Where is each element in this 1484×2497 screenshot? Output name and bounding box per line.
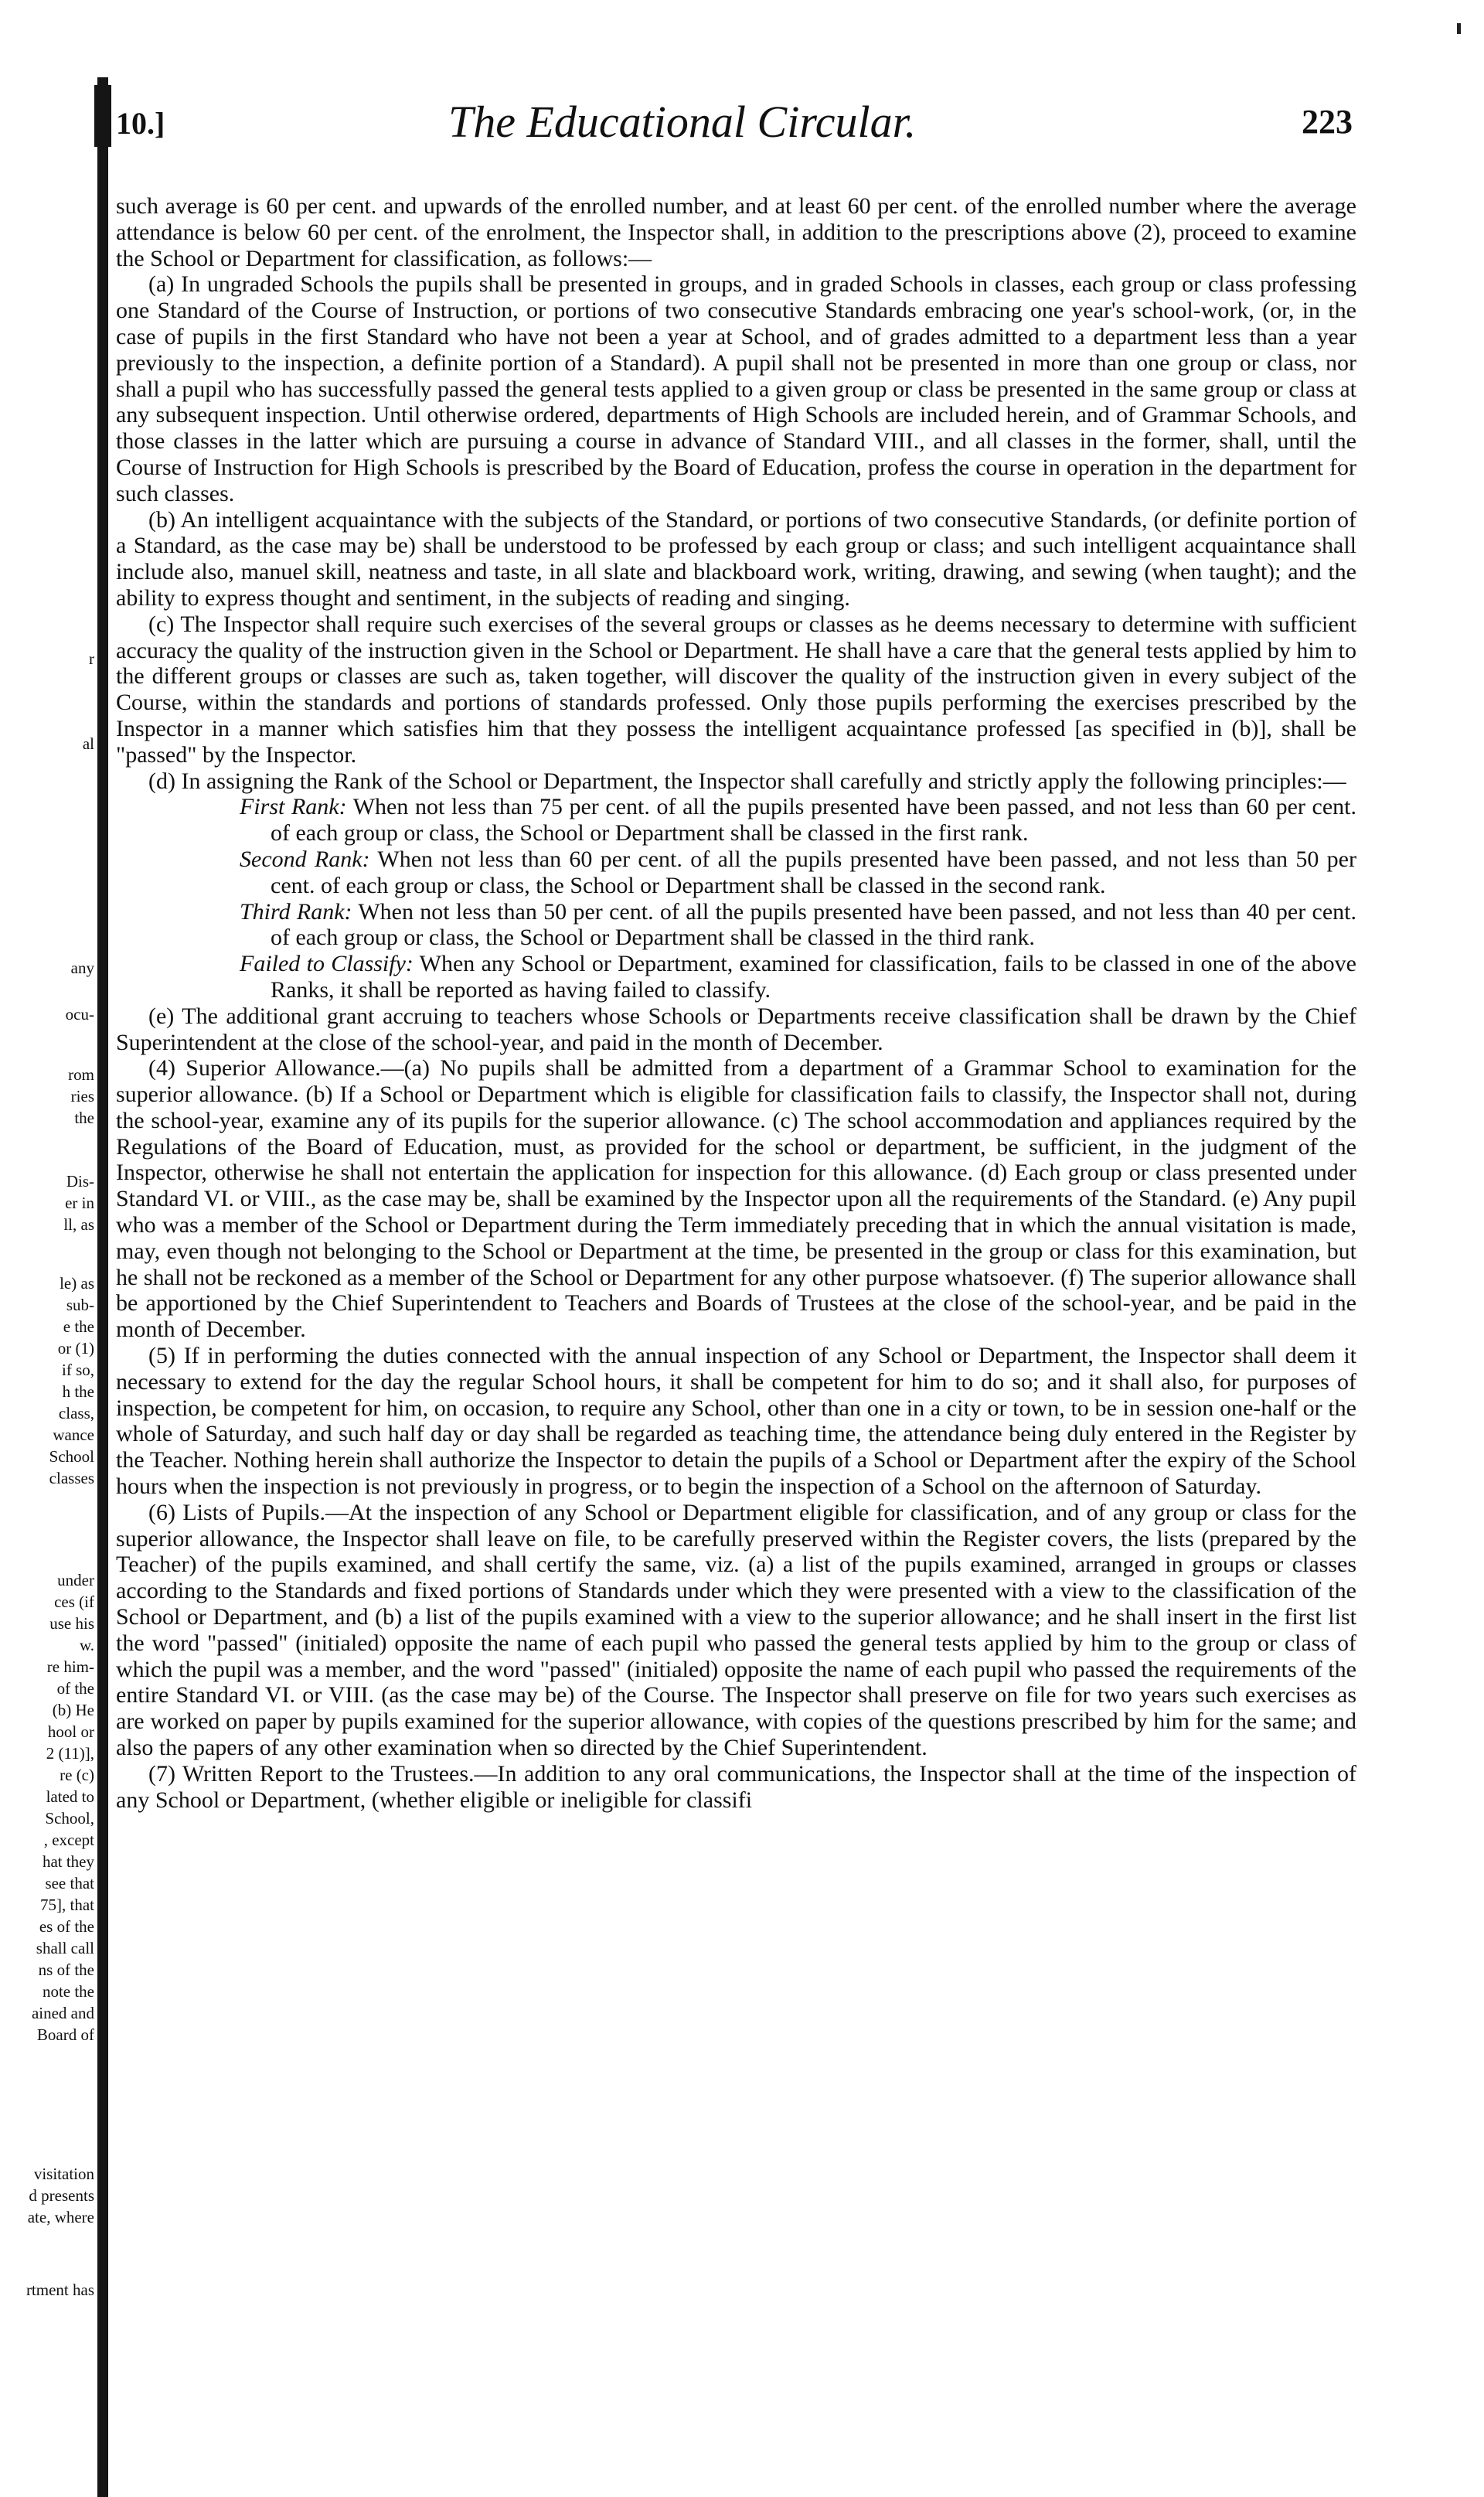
- facing-page-fragment: shall call: [36, 1939, 94, 1957]
- paragraph-a: (a) In ungraded Schools the pupils shall be presented in groups, and in graded Schools in classes, each group or class professing one Standard of the Course of Instruction, or portions of two consecutive Standards embracing one year's school-work, (or, in the case of pupils in the first Standard who have not been a year at School, and of grades admitted to a department less than a year previously to the inspection, a definite portion of a Standard). A pupil shall not be presented in more than one group or class, nor shall a pupil who has successfully passed the general tests applied to a given group or class be presented in the same group or class at any subsequent inspection. Until otherwise ordered, departments of High Schools are included herein, and of Grammar Schools, and those classes in the latter which are pursuing a course in advance of Standard VIII., and all classes in the former, shall, until the Course of Instruction for High Schools is prescribed by the Board of Education, profess the course in operation in the department for such classes.: [116, 271, 1356, 506]
- rank-second: [240, 847, 1356, 899]
- rank-text: When not less than 50 per cent. of all the pupils presented have been passed, and not less than 40 per cent. of each group or class, the School or Department shall be classed in the third rank.: [271, 898, 1356, 951]
- facing-page-fragment: Dis-: [66, 1172, 94, 1191]
- rank-text: When any School or Department, examined for classification, fails to be classed in one of the above Ranks, it shall be reported as having failed to classify.: [271, 951, 1356, 1003]
- rank-list: [162, 794, 1356, 1003]
- facing-page-fragment: the: [74, 1109, 94, 1127]
- facing-page-fragment: h the: [62, 1382, 94, 1401]
- facing-page-fragment: ate, where: [27, 2208, 94, 2226]
- facing-page-fragment: of the: [56, 1679, 94, 1698]
- facing-page-fragment: (b) He: [52, 1701, 94, 1719]
- rank-third: [240, 899, 1356, 952]
- facing-page-fragment: al: [82, 734, 94, 753]
- rank-label: Failed to Classify:: [240, 951, 414, 977]
- facing-page-fragment: note the: [42, 1982, 94, 2001]
- stray-ink-mark: [1457, 23, 1461, 34]
- paragraph-e: (e) The additional grant accruing to teachers whose Schools or Departments receive classification shall be drawn by the Chief Superintendent at the close of the school-year, and paid in the month of December.: [116, 1003, 1356, 1055]
- facing-page-fragment: class,: [58, 1404, 94, 1422]
- facing-page-fragment: see that: [45, 1874, 94, 1892]
- paragraph-d: (d) In assigning the Rank of the School or Department, the Inspector shall carefully and strictly apply the following principles:—: [148, 768, 1346, 794]
- journal-title: The Educational Circular.: [448, 97, 917, 147]
- facing-page-fragment: er in: [65, 1194, 94, 1212]
- rank-failed: [240, 951, 1356, 1003]
- rank-text: When not less than 75 per cent. of all the pupils presented have been passed, and not less than 60 per cent. of each group or class, the School or Department shall be classed in the first rank.: [271, 794, 1356, 847]
- facing-page-fragment: School: [49, 1447, 94, 1466]
- facing-page-fragment: hool or: [47, 1722, 94, 1741]
- facing-page-fragments: [0, 0, 108, 2497]
- facing-page-fragment: ns of the: [38, 1960, 94, 1979]
- facing-page-fragment: visitation: [33, 2165, 94, 2183]
- rank-text: When not less than 60 per cent. of all the pupils presented have been passed, and not less than 50 per cent. of each group or class, the School or Department shall be classed in the second rank.: [271, 846, 1356, 898]
- facing-page-fragment: e the: [63, 1317, 94, 1336]
- facing-page-fragment: any: [70, 959, 94, 977]
- facing-page-fragment: 2 (11)],: [46, 1744, 94, 1763]
- rank-first: [240, 794, 1356, 847]
- facing-page-fragment: School,: [45, 1809, 94, 1828]
- facing-page-fragment: hat they: [42, 1852, 94, 1871]
- rank-label: Second Rank:: [240, 846, 370, 872]
- facing-page-fragment: rom: [68, 1065, 94, 1084]
- facing-page-fragment: es of the: [39, 1917, 94, 1936]
- running-header: [116, 91, 1353, 145]
- facing-page-fragment: rtment has: [26, 2281, 94, 2299]
- facing-page-fragment: wance: [53, 1426, 94, 1444]
- book-binding-top: [94, 85, 111, 147]
- facing-page-fragment: Board of: [36, 2025, 94, 2044]
- issue-number: 10.]: [116, 106, 165, 141]
- facing-page-fragment: use his: [49, 1614, 94, 1633]
- rank-label: Third Rank:: [240, 898, 352, 925]
- facing-page-fragment: ries: [70, 1087, 94, 1105]
- facing-page-fragment: d presents: [29, 2186, 94, 2205]
- facing-page-fragment: r: [89, 649, 94, 668]
- facing-page-fragment: ll, as: [63, 1215, 94, 1234]
- facing-page-fragment: if so,: [62, 1361, 94, 1379]
- facing-page-fragment: re him-: [46, 1657, 94, 1676]
- paragraph-c: (c) The Inspector shall require such exercises of the several groups or classes as he deems necessary to determine with sufficient accuracy the quality of the instruction given in the School or Department. He shall have a care that the general tests applied by him to the different groups or classes are such as, taken together, will discover the quality of the instruction given in every subject of the Course, within the standards and portions of standards professed. Only those pupils performing the exercises prescribed by the Inspector in a manner which satisfies him that they possess the intelligent acquaintance professed [as specified in (b)], shall be "passed" by the Inspector.: [116, 611, 1356, 768]
- paragraph-b: (b) An intelligent acquaintance with the subjects of the Standard, or portions of two consecutive Standards, (or definite portion of a Standard, as the case may be) shall be understood to be professed by each group or class; and such intelligent acquaintance shall include also, manuel skill, neatness and taste, in all slate and blackboard work, writing, drawing, and sewing (when taught); and the ability to express thought and sentiment, in the subjects of reading and singing.: [116, 506, 1356, 611]
- page-number: 223: [1302, 103, 1353, 141]
- facing-page-fragment: le) as: [60, 1274, 94, 1293]
- facing-page-fragment: or (1): [57, 1339, 94, 1358]
- facing-page-fragment: re (c): [60, 1766, 94, 1784]
- facing-page-fragment: , except: [43, 1831, 94, 1849]
- rank-label: First Rank:: [240, 794, 347, 820]
- paragraph-lists-of-pupils: (6) Lists of Pupils.—At the inspection of any School or Department eligible for classification, and of any group or class for the superior allowance, the Inspector shall leave on file, to be carefully preserved within the Register covers, the lists (prepared by the Teacher) of the pupils examined, and shall certify the same, viz. (a) a list of the pupils examined, arranged in groups or classes according to the Standards and fixed portions of Standards under which they were presented with a view to the classification of the School or Department, and (b) a list of the pupils examined with a view to the superior allowance; and he shall insert in the first list the word "passed" (initialed) opposite the name of each pupil who passed the general tests applied by him to the group or class of which the pupil was a member, and the word "passed" (initialed) opposite the name of each pupil who passed the requirements of the entire Standard VI. or VIII. (as the case may be) of the Course. The Inspector shall preserve on file for two years such exercises as are worked on paper by pupils examined for the superior allowance, with copies of the questions prescribed by him for the same; and also the papers of any other examination when so directed by the Chief Superintendent.: [116, 1499, 1356, 1761]
- facing-page-fragment: classes: [49, 1469, 94, 1487]
- facing-page-fragment: 75], that: [40, 1896, 94, 1914]
- page-body: [116, 193, 1356, 1813]
- paragraph-continuation: such average is 60 per cent. and upwards of the enrolled number, and at least 60 per cent. of the enrolled number where the average attendance is below 60 per cent. of the enrolment, the Inspector shall, in addition to the prescriptions above (2), proceed to examine the School or Department for classification, as follows:—: [116, 193, 1356, 271]
- facing-page-fragment: sub-: [66, 1296, 94, 1314]
- book-binding: [97, 77, 108, 2497]
- paragraph-written-report: (7) Written Report to the Trustees.—In addition to any oral communications, the Inspector shall at the time of the inspection of any School or Department, (whether eligible or ineligible for classifi: [116, 1760, 1356, 1813]
- paragraph-superior-allowance: (4) Superior Allowance.—(a) No pupils shall be admitted from a department of a Grammar School to examination for the superior allowance. (b) If a School or Department which is eligible for classification fails to classify, the Inspector shall not, during the school-year, examine any of its pupils for the superior allowance. (c) The school accommodation and appliances required by the Regulations of the Board of Education, must, as provided for the school or department, be sufficient, in the judgment of the Inspector, otherwise he shall not entertain the application for inspection for this allowance. (d) Each group or class presented under Standard VI. or VIII., as the case may be, shall be examined by the Inspector upon all the requirements of the Standard. (e) Any pupil who was a member of the School or Department during the Term immediately preceding that in which the annual visitation is made, may, even though not belonging to the School or Department at the time, be presented in the group or class for this examination, but he shall not be reckoned as a member of the School or Department for any other purpose whatsoever. (f) The superior allowance shall be apportioned by the Chief Superintendent to Teachers and Boards of Trustees at the close of the school-year, and be paid in the month of December.: [116, 1055, 1356, 1343]
- facing-page-fragment: under: [57, 1571, 94, 1589]
- facing-page-fragment: ces (if: [54, 1593, 94, 1611]
- facing-page-fragment: lated to: [46, 1787, 94, 1806]
- paragraph-school-hours: (5) If in performing the duties connected with the annual inspection of any School or Department, the Inspector shall deem it necessary to extend for the day the regular School hours, it shall be competent for him to do so; and it shall also, for purposes of inspection, be competent for him, on occasion, to require any School, other than one in a city or town, to be in session one-half or the whole of Saturday, and such half day or day shall be regarded as teaching time, the attendance being duly entered in the Register by the Teacher. Nothing herein shall authorize the Inspector to detain the pupils of a School or Department after the expiry of the School hours when the inspection is not previously in progress, or to begin the inspection of a School on the afternoon of Saturday.: [116, 1343, 1356, 1500]
- facing-page-fragment: ained and: [31, 2004, 94, 2022]
- facing-page-fragment: w.: [79, 1636, 94, 1654]
- facing-page-fragment: ocu-: [65, 1005, 94, 1024]
